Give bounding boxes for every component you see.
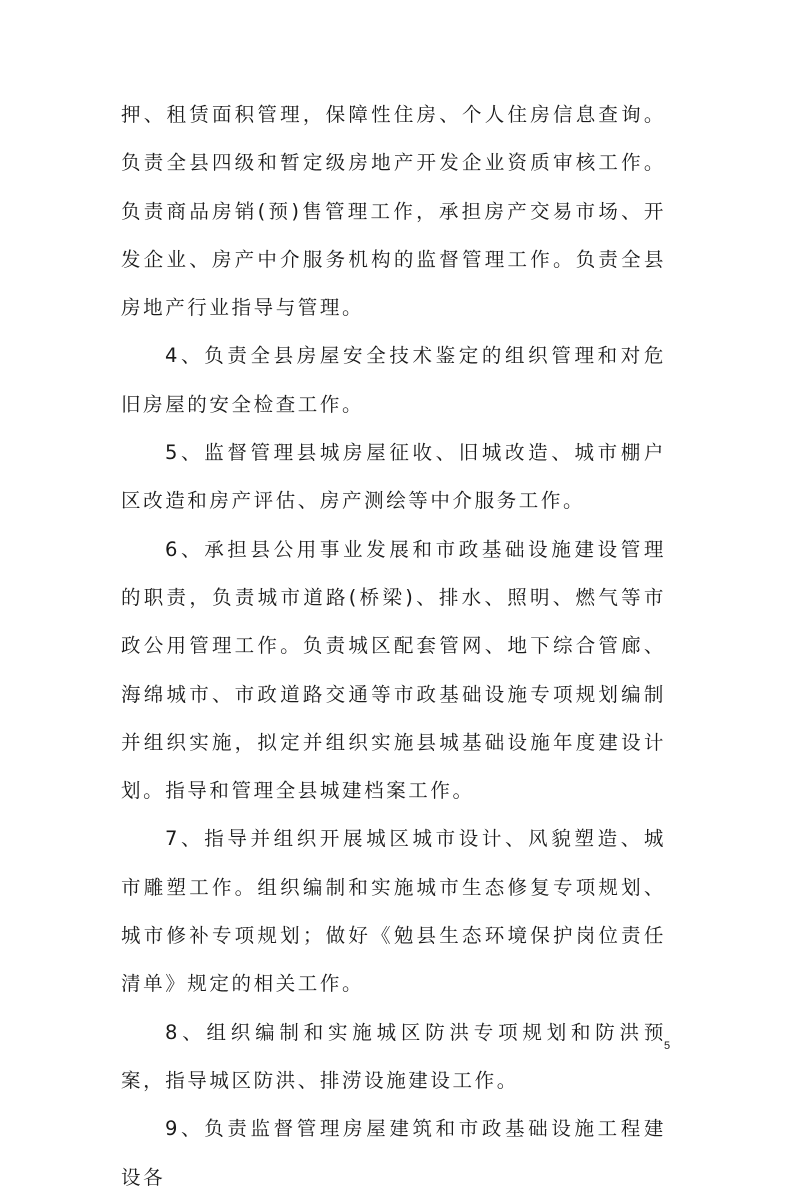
- paragraph-item-6: 6、承担县公用事业发展和市政基础设施建设管理的职责，负责城市道路(桥梁)、排水、照明、燃气等市政公用管理工作。负责城区配套管网、地下综合管廊、海绵城市、市政道路交通等市政基础设施专项规划编制并组织实施，拟定并组织实施县城基础设施年度建设计划。指导和管理全县城建档案工作。: [121, 537, 666, 803]
- paragraph-item-5: 5、监督管理县城房屋征收、旧城改造、城市棚户区改造和房产评估、房产测绘等中介服务工作。: [121, 441, 666, 513]
- paragraph-item-4: 4、负责全县房屋安全技术鉴定的组织管理和对危旧房屋的安全检查工作。: [121, 344, 666, 416]
- paragraph-item-9: 9、负责监督管理房屋建筑和市政基础设施工程建设各: [121, 1117, 666, 1189]
- document-body: [121, 91, 666, 1202]
- paragraph-item-8: 8、组织编制和实施城区防洪专项规划和防洪预案，指导城区防洪、排涝设施建设工作。: [121, 1020, 666, 1092]
- paragraph-item-7: 7、指导并组织开展城区城市设计、风貌塑造、城市雕塑工作。组织编制和实施城市生态修复专项规划、城市修补专项规划；做好《勉县生态环境保护岗位责任清单》规定的相关工作。: [121, 827, 666, 996]
- page-number: 5: [664, 1040, 671, 1052]
- paragraph-continuation: 押、租赁面积管理，保障性住房、个人住房信息查询。负责全县四级和暂定级房地产开发企业资质审核工作。负责商品房销(预)售管理工作，承担房产交易市场、开发企业、房产中介服务机构的监督管理工作。负责全县房地产行业指导与管理。: [121, 103, 666, 320]
